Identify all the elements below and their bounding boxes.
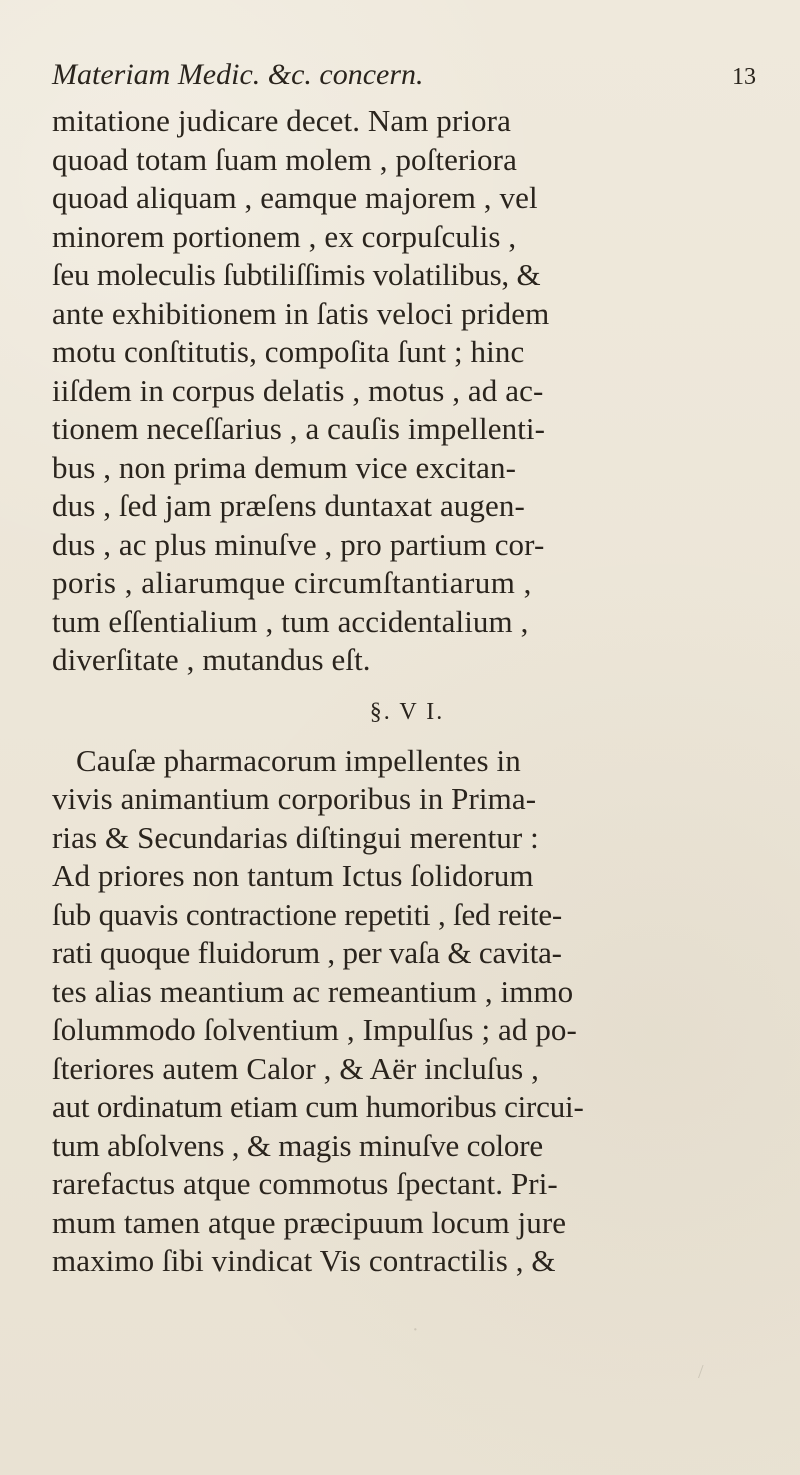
running-header-title: Materiam Medic. &c. concern. [52,58,424,91]
body-line-28: mum tamen atque præcipuum locum jure [52,1204,567,1240]
body-line-5: ſeu moleculis ſubtiliſſimis volatilibus, & [52,257,541,292]
body-line-14: tum eſſentialium , tum accidentalium , [52,603,529,639]
body-line-20: ſub quavis contractione repetiti , ſed reite- [52,896,563,932]
body-line-16: Cauſæ pharmacorum impellentes in [76,742,521,778]
page-number: 13 [732,64,756,90]
section-heading: §. V I. [369,698,445,725]
body-line-1: mitatione judicare decet. Nam priora [52,103,511,138]
body-line-23: ſolummodo ſolventium , Impulſus ; ad po- [52,1012,577,1047]
body-line-15: diverſitate , mutandus eſt. [52,642,371,677]
body-line-4: minorem portionem , ex corpuſculis , [52,218,517,254]
body-line-17-text: vivis animantium corporibus in Prima- [52,781,537,816]
body-line-24: ſteriores autem Calor , & Aër incluſus , [52,1050,539,1086]
body-line-8: iiſdem in corpus delatis , motus , ad ac- [52,372,544,408]
body-line-11: dus , ſed jam præſens duntaxat augen- [52,488,525,523]
body-line-18: rias & Secundarias diſtingui merentur : [52,819,539,855]
body-line-3: quoad aliquam , eamque majorem , vel [52,180,538,215]
body-line-21: rati quoque fluidorum , per vaſa & cavita- [52,935,562,970]
body-line-27: rarefactus atque commotus ſpectant. Pri- [52,1166,558,1201]
body-line-10: bus , non prima demum vice excitan- [52,449,517,485]
body-line-17 [52,780,762,819]
body-line-13: poris , aliarumque circumſtantiarum , [52,565,532,600]
body-line-12: dus , ac plus minuſve , pro partium cor- [52,526,545,562]
bleedthrough-mark-1: / [698,1361,704,1383]
body-line-6: ante exhibitionem in ſatis veloci pridem [52,295,550,331]
body-line-29: maximo ſibi vindicat Vis contractilis , & [52,1243,556,1278]
body-line-25: aut ordinatum etiam cum humoribus circui- [52,1089,584,1124]
body-line-19: Ad priores non tantum Ictus ſolidorum [52,858,534,893]
body-line-26: tum abſolvens , & magis minuſve colore [52,1127,543,1163]
body-line-2: quoad totam ſuam molem , poſteriora [52,141,517,177]
bleedthrough-mark-2: · [412,1319,419,1341]
body-line-22: tes alias meantium ac remeantium , immo [52,973,574,1009]
running-header [52,58,762,94]
page-text-block [52,58,762,1281]
body-line-7: motu conſtitutis, compoſita ſunt ; hinc [52,334,525,369]
body-line-9: tionem neceſſarius , a cauſis impellenti- [52,411,546,446]
